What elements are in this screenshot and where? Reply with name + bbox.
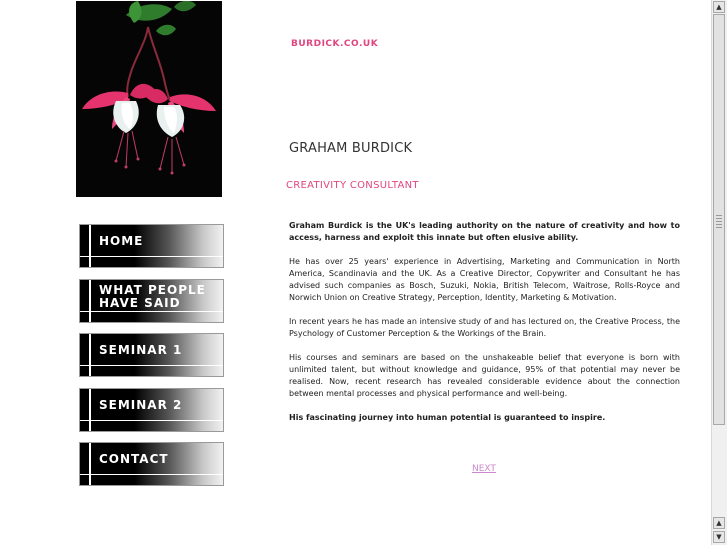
study-paragraph: In recent years he has made an intensive study of and has lectured on, the Creative Process, the Psychology of Customer Perception & the Workings of the Brain.: [289, 317, 680, 338]
scroll-thumb[interactable]: [713, 14, 725, 425]
subtitle: CREATIVITY CONSULTANT: [286, 180, 419, 191]
intro-paragraph: Graham Burdick is the UK's leading authority on the nature of creativity and how to access, harness and exploit this innate but often elusive ability.: [289, 221, 680, 242]
flower-icon: [76, 1, 222, 197]
vertical-scrollbar[interactable]: [711, 0, 727, 545]
nav-label: WHAT PEOPLE HAVE SAID: [99, 283, 206, 310]
scroll-down-icon[interactable]: ▼: [713, 531, 725, 543]
courses-paragraph: His courses and seminars are based on the unshakeable belief that everyone is born with unlimited talent, but without knowledge and guidance, 95% of that potential may never be realised. Now, recent research has revealed considerable evidence about the connection between mental processes and physical performance and well-being.: [289, 353, 680, 398]
next-link[interactable]: NEXT: [472, 464, 496, 474]
experience-paragraph: He has over 25 years' experience in Advertising, Marketing and Communication in North America, Scandinavia and the UK. As a Creative Director, Copywriter and Consultant he has advised such companies as Bosch, Suzuki, Nokia, British Telecom, Waitrose, Rolls-Royce and Norwich Union on Creative Strategy, Perception, Identity, Marketing & Motivation.: [289, 257, 680, 302]
nav-label: SEMINAR 1: [99, 343, 183, 357]
closing-paragraph: His fascinating journey into human potential is guaranteed to inspire.: [289, 413, 606, 422]
scroll-up-icon[interactable]: ▲: [713, 517, 725, 529]
nav-label: HOME: [99, 234, 144, 248]
body-copy: [289, 220, 680, 436]
site-link[interactable]: BURDICK.CO.UK: [291, 39, 379, 49]
scroll-up-icon[interactable]: ▲: [713, 1, 725, 13]
nav-label: CONTACT: [99, 452, 169, 466]
nav-label: SEMINAR 2: [99, 398, 183, 412]
nav-seminar-2-button[interactable]: [79, 388, 224, 432]
nav-what-people-have-said-button[interactable]: [79, 279, 224, 323]
nav-home-button[interactable]: [79, 224, 224, 268]
grip-icon: [716, 215, 722, 229]
page-title: GRAHAM BURDICK: [289, 141, 413, 156]
nav-contact-button[interactable]: [79, 442, 224, 486]
fuchsia-flower-photo: [76, 1, 222, 197]
nav-seminar-1-button[interactable]: [79, 333, 224, 377]
